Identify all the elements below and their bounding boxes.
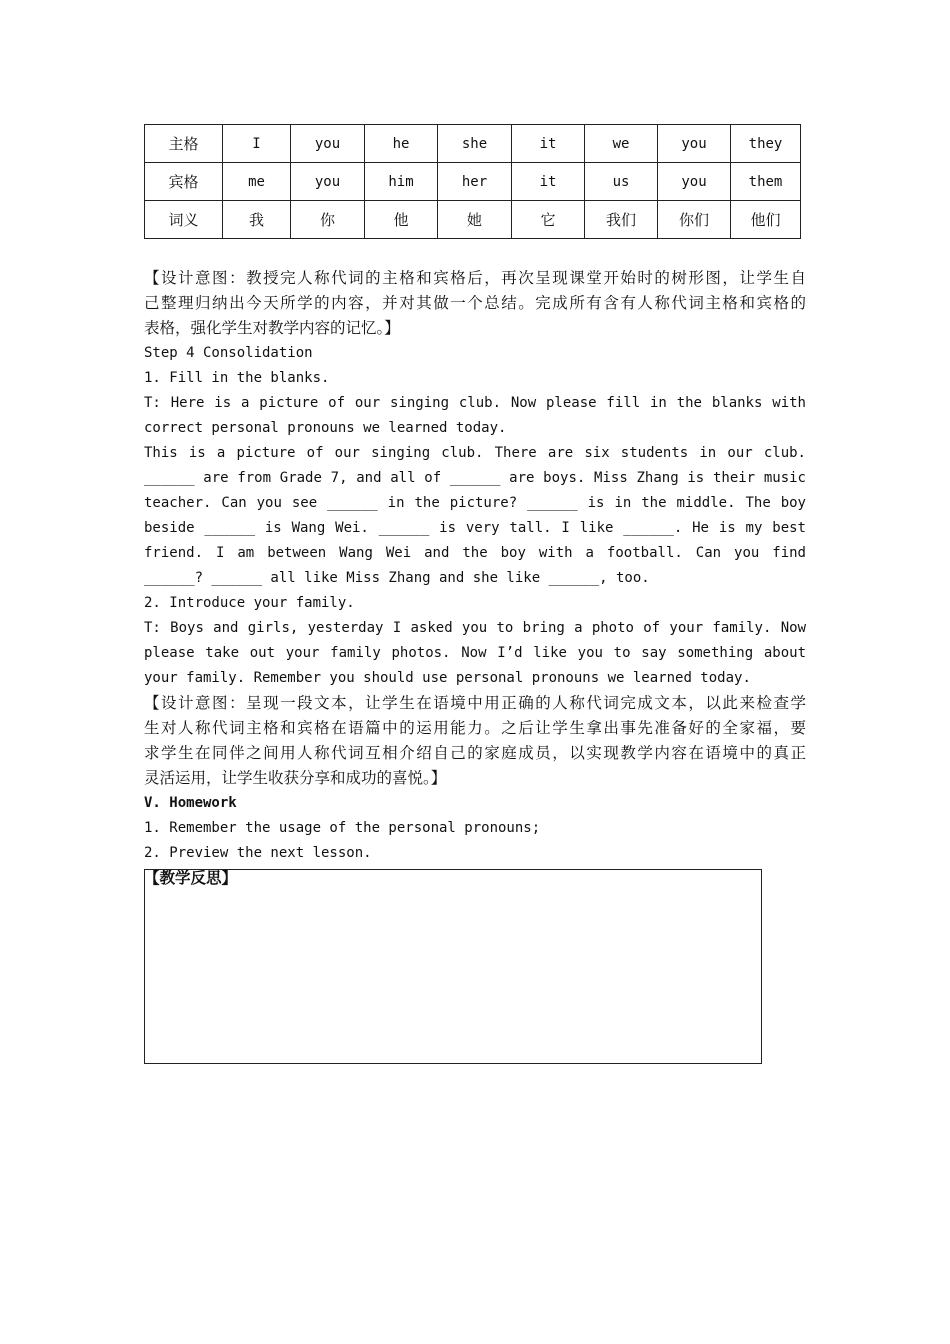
task2-title: 2. Introduce your family.: [144, 595, 355, 611]
text-line: 生对人称代词主格和宾格在语篇中的运用能力。之后让学生拿出事先准备好的全家福，要: [144, 719, 806, 737]
text-line: 1. Remember the usage of the personal pronouns;: [144, 820, 541, 836]
text-line: friend. I am between Wang Wei and the boy with a football. Can you find: [144, 545, 806, 561]
lesson-content: [144, 266, 806, 891]
reflection-box: [144, 869, 762, 1064]
design-intent-1: [144, 266, 806, 341]
homework-title: V. Homework: [144, 795, 237, 811]
text-line: 【设计意图：教授完人称代词的主格和宾格后，再次呈现课堂开始时的树形图，让学生自: [144, 269, 806, 287]
text-line: 2. Preview the next lesson.: [144, 845, 372, 861]
table-cell: we: [585, 125, 658, 163]
text-line: 灵活运用，让学生收获分享和成功的喜悦。】: [144, 769, 447, 787]
design-intent-2: [144, 691, 806, 791]
table-cell: 我: [223, 201, 291, 239]
table-row: [145, 125, 801, 163]
table-cell: them: [731, 163, 801, 201]
table-cell: it: [512, 163, 585, 201]
reflection-title: 【教学反思】: [144, 869, 238, 887]
text-line: T: Boys and girls, yesterday I asked you to bring a photo of your family. Now: [144, 620, 806, 636]
text-line: please take out your family photos. Now I’d like you to say something about: [144, 645, 806, 661]
table-cell: him: [365, 163, 438, 201]
table-cell: you: [291, 163, 365, 201]
table-cell: I: [223, 125, 291, 163]
task1-title: 1. Fill in the blanks.: [144, 370, 330, 386]
table-cell: it: [512, 125, 585, 163]
row-label: 词义: [145, 201, 223, 239]
table-cell: 他们: [731, 201, 801, 239]
table-cell: you: [291, 125, 365, 163]
text-line: 【设计意图：呈现一段文本，让学生在语境中用正确的人称代词完成文本，以此来检查学: [144, 694, 806, 712]
table-cell: me: [223, 163, 291, 201]
text-line: ______ are from Grade 7, and all of ______ are boys. Miss Zhang is their music: [144, 470, 806, 486]
table-cell: he: [365, 125, 438, 163]
text-line: 表格，强化学生对教学内容的记忆。】: [144, 319, 400, 337]
pronoun-table: [144, 124, 801, 239]
text-line: your family. Remember you should use personal pronouns we learned today.: [144, 670, 751, 686]
table-cell: 它: [512, 201, 585, 239]
table-cell: 他: [365, 201, 438, 239]
text-line: 求学生在同伴之间用人称代词互相介绍自己的家庭成员，以实现教学内容在语境中的真正: [144, 744, 806, 762]
homework-list: [144, 816, 806, 866]
text-line: ______? ______ all like Miss Zhang and she like ______, too.: [144, 570, 650, 586]
table-cell: they: [731, 125, 801, 163]
text-line: T: Here is a picture of our singing club. Now please fill in the blanks with: [144, 395, 806, 411]
task2-text: [144, 616, 806, 691]
text-line: teacher. Can you see ______ in the picture? ______ is in the middle. The boy: [144, 495, 806, 511]
text-line: correct personal pronouns we learned today.: [144, 420, 507, 436]
table-cell: 我们: [585, 201, 658, 239]
fill-in-passage: [144, 441, 806, 591]
table-cell: you: [658, 163, 731, 201]
table-cell: you: [658, 125, 731, 163]
table-cell: she: [438, 125, 512, 163]
table-cell: her: [438, 163, 512, 201]
row-label: 宾格: [145, 163, 223, 201]
table-cell: 她: [438, 201, 512, 239]
text-line: beside ______ is Wang Wei. ______ is very tall. I like ______. He is my best: [144, 520, 806, 536]
table-cell: 你: [291, 201, 365, 239]
task1-intro: [144, 391, 806, 441]
table-row: [145, 201, 801, 239]
text-line: This is a picture of our singing club. There are six students in our club.: [144, 445, 806, 461]
text-line: 己整理归纳出今天所学的内容，并对其做一个总结。完成所有含有人称代词主格和宾格的: [144, 294, 806, 312]
table-cell: us: [585, 163, 658, 201]
table-cell: 你们: [658, 201, 731, 239]
table-row: [145, 163, 801, 201]
step4-title: Step 4 Consolidation: [144, 345, 313, 361]
row-label: 主格: [145, 125, 223, 163]
